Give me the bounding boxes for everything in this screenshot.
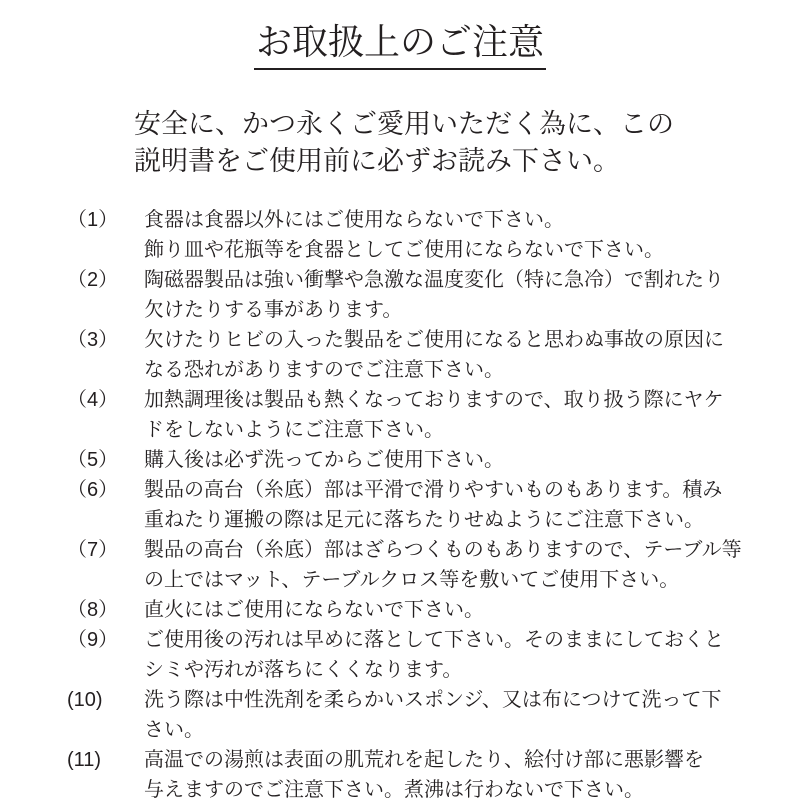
item-number: （6） (67, 479, 119, 501)
item-text-line: なる恐れがありますのでご注意下さい。 (144, 359, 504, 381)
intro-line: 安全に、かつ永くご愛用いただく為に、この (134, 109, 674, 139)
item-text (144, 205, 800, 265)
intro-text (134, 106, 800, 180)
item-number: （5） (67, 449, 119, 471)
list-item (0, 325, 800, 385)
item-text-line: 飾り皿や花瓶等を食器としてご使用にならないで下さい。 (144, 239, 664, 261)
item-number: （3） (67, 329, 119, 351)
item-text-line: 洗う際は中性洗剤を柔らかいスポンジ、又は布につけて洗って下 (144, 689, 722, 711)
item-text-line: さい。 (144, 719, 204, 741)
item-number: （4） (67, 389, 119, 411)
item-text-line: 購入後は必ず洗ってからご使用下さい。 (144, 449, 504, 471)
list-item (0, 685, 800, 745)
item-number: （8） (67, 599, 119, 621)
item-text-line: 製品の高台（糸底）部は平滑で滑りやすいものもあります。積み (144, 479, 723, 501)
item-text-line: 重ねたり運搬の際は足元に落ちたりせぬようにご注意下さい。 (144, 509, 704, 531)
list-item (0, 745, 800, 800)
item-text-line: 陶磁器製品は強い衝撃や急激な温度変化（特に急冷）で割れたり (144, 269, 724, 291)
item-text-line: 直火にはご使用にならないで下さい。 (144, 599, 484, 621)
item-number: （2） (67, 269, 119, 291)
item-text-line: 高温での湯煎は表面の肌荒れを起したり、絵付け部に悪影響を (144, 749, 704, 771)
list-item (0, 475, 800, 535)
list-item (0, 265, 800, 325)
precautions-list (0, 205, 800, 800)
item-number: （7） (67, 539, 119, 561)
item-text (144, 385, 800, 445)
item-number: (10) (67, 689, 103, 711)
list-item (0, 445, 800, 475)
item-text (144, 475, 800, 535)
item-number: (11) (67, 749, 102, 771)
item-text (144, 745, 800, 800)
list-item (0, 535, 800, 595)
item-text (144, 325, 800, 385)
item-text (144, 685, 800, 745)
list-item (0, 205, 800, 265)
item-text (144, 595, 800, 625)
intro-line: 説明書をご使用前に必ずお読み下さい。 (134, 146, 620, 176)
item-text (144, 625, 800, 685)
item-text (144, 265, 800, 325)
item-text-line: 製品の高台（糸底）部はざらつくものもありますので、テーブル等 (144, 539, 742, 561)
item-text-line: 食器は食器以外にはご使用ならないで下さい。 (144, 209, 564, 231)
item-text-line: 与えますのでご注意下さい。煮沸は行わないで下さい。 (144, 779, 644, 800)
item-text-line: の上ではマット、テーブルクロス等を敷いてご使用下さい。 (144, 569, 680, 591)
item-text-line: 欠けたりする事があります。 (144, 299, 403, 321)
page-title (0, 0, 800, 70)
item-text-line: 加熱調理後は製品も熱くなっておりますので、取り扱う際にヤケ (144, 389, 724, 411)
list-item (0, 625, 800, 685)
item-text-line: ドをしないようにご注意下さい。 (144, 419, 444, 441)
item-text-line: ご使用後の汚れは早めに落として下さい。そのままにしておくと (144, 629, 724, 651)
list-item (0, 595, 800, 625)
item-text-line: 欠けたりヒビの入った製品をご使用になると思わぬ事故の原因に (144, 329, 724, 351)
page-title-text: お取扱上のご注意 (254, 22, 546, 70)
item-text (144, 445, 800, 475)
item-text (144, 535, 800, 595)
item-number: （9） (67, 629, 119, 651)
item-text-line: シミや汚れが落ちにくくなります。 (144, 659, 463, 681)
list-item (0, 385, 800, 445)
item-number: （1） (67, 209, 119, 231)
